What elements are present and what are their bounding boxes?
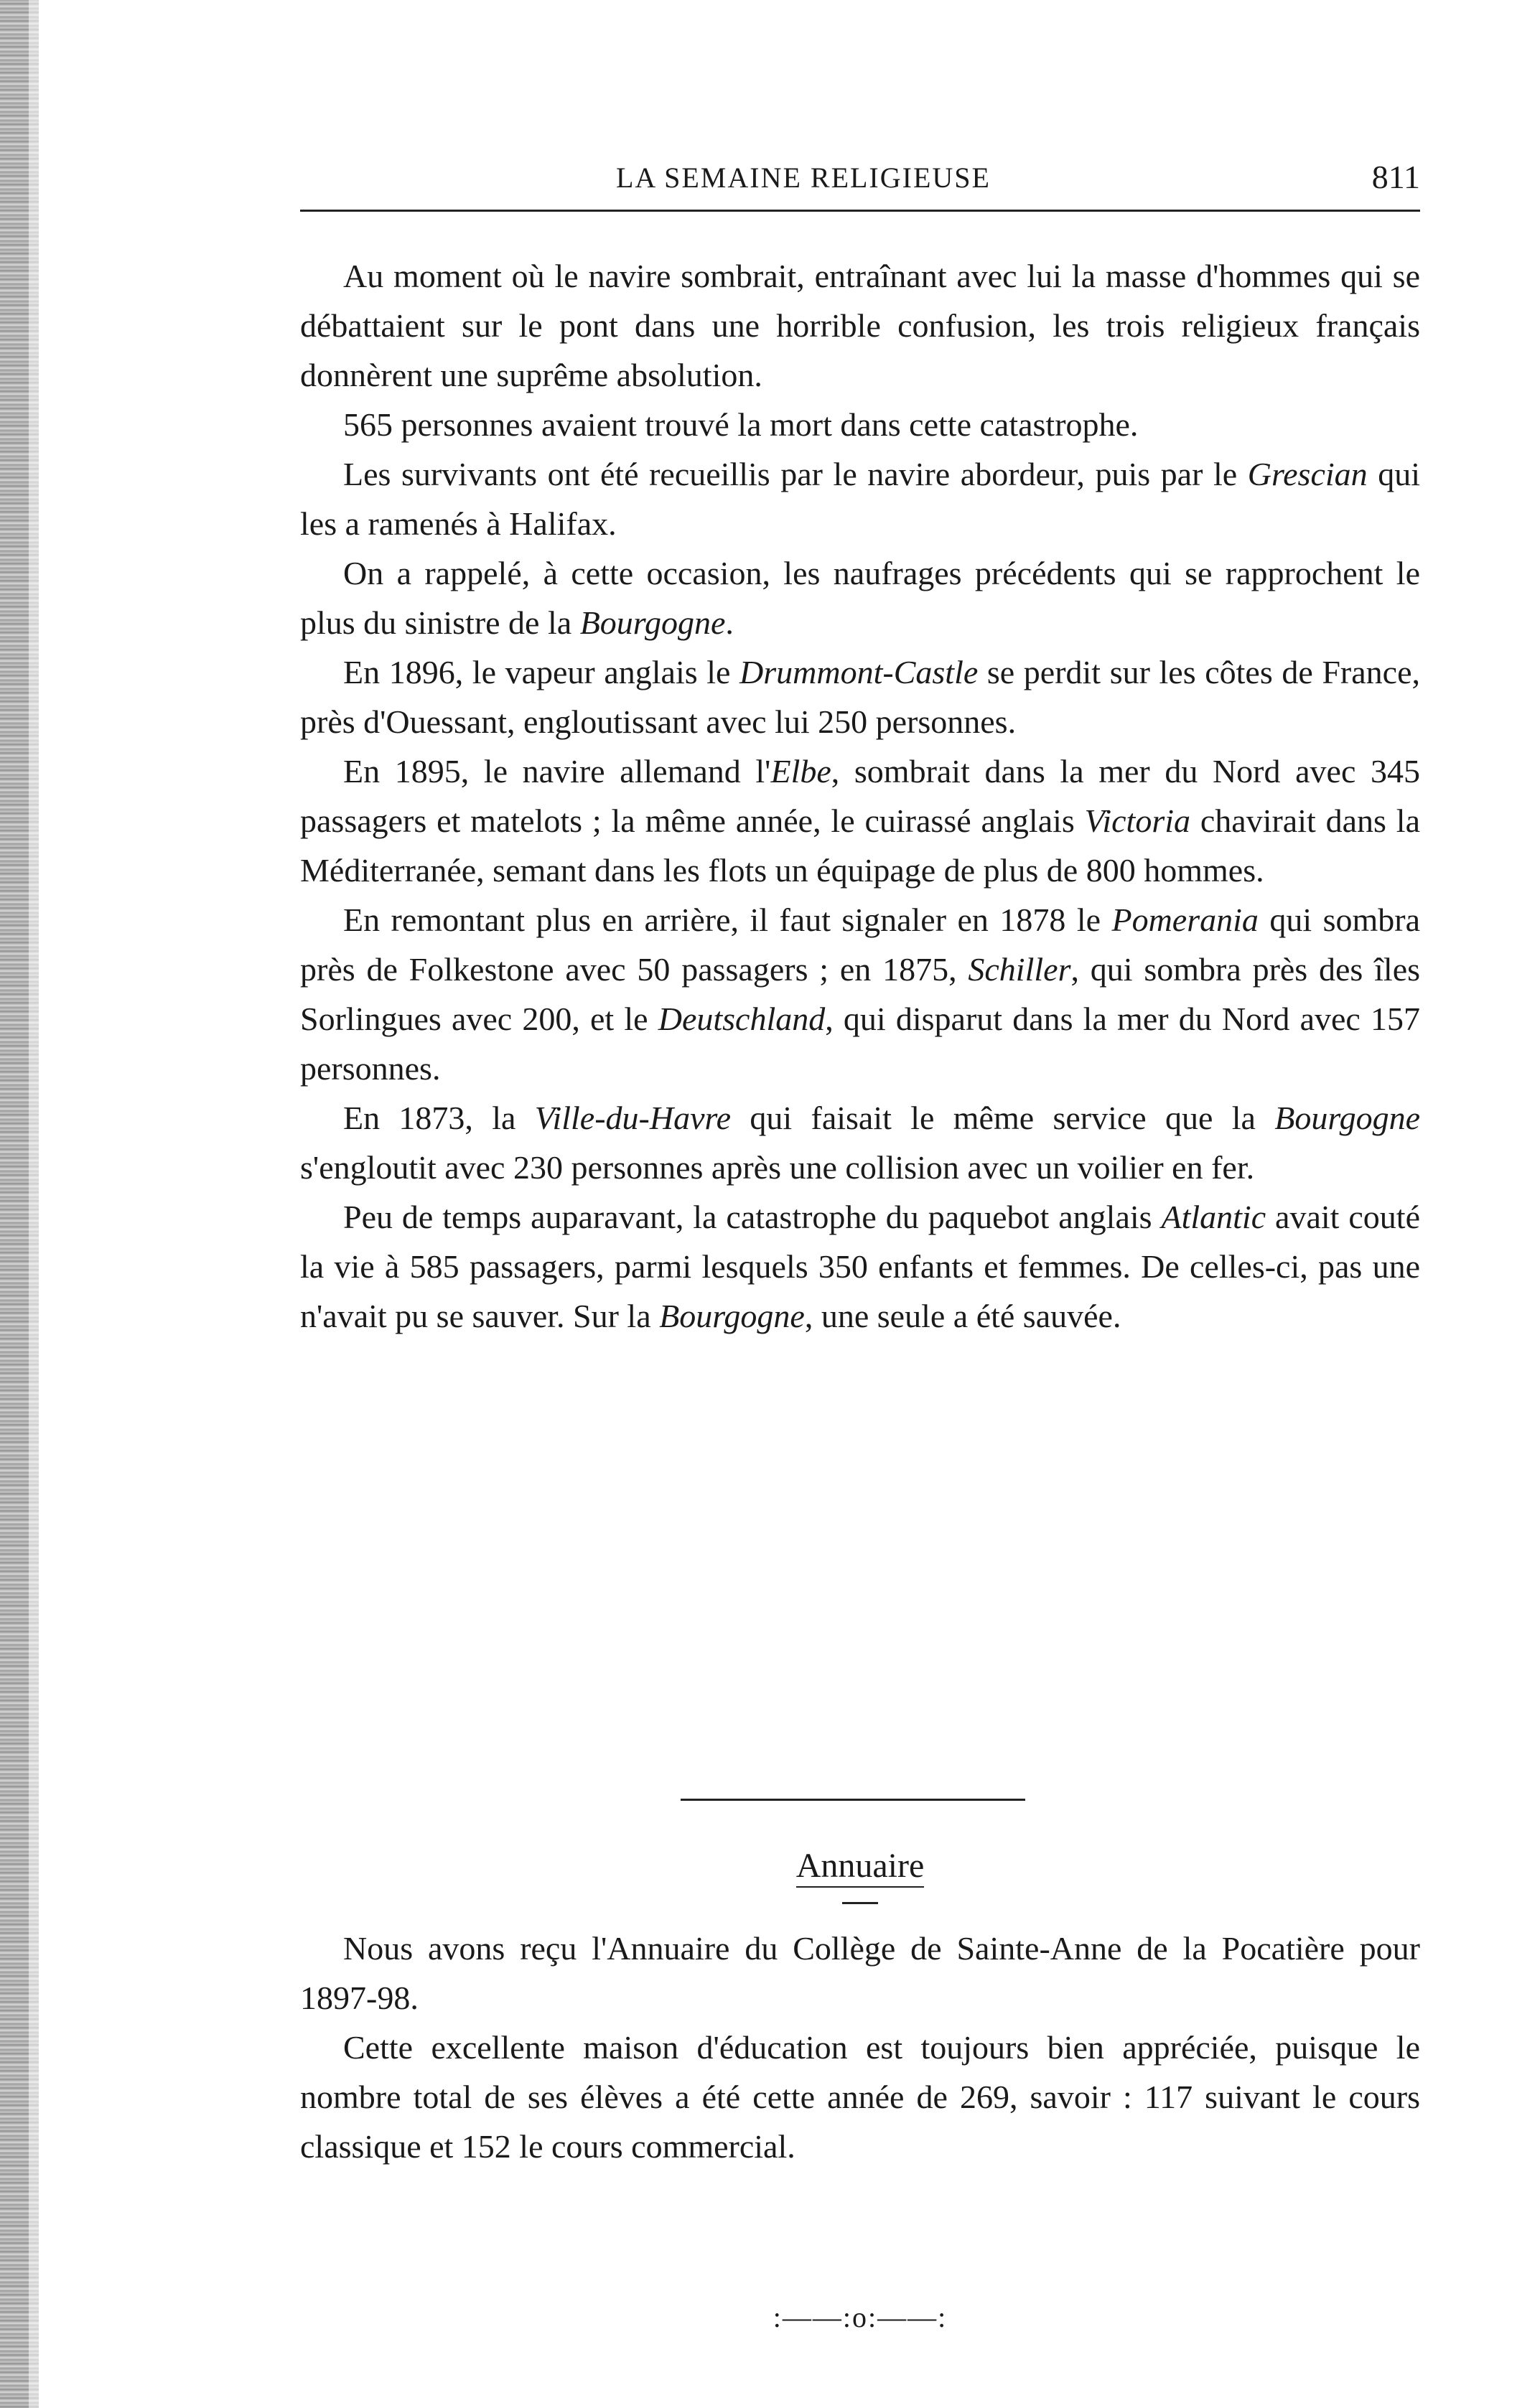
ship-name: Atlantic xyxy=(1161,1199,1266,1235)
running-head xyxy=(300,158,1420,204)
text-run: , qui sombra près des îles Sorlingues avec 200, et le xyxy=(300,951,1421,1037)
ship-name: Elbe xyxy=(770,753,831,790)
text-run: , une seule a été sauvée. xyxy=(804,1298,1121,1334)
paragraph: 565 personnes avaient trouvé la mort dans cette catastrophe. xyxy=(343,406,1139,443)
text-run: En 1896, le vapeur anglais le xyxy=(343,654,740,690)
ship-name: Deutschland xyxy=(658,1001,826,1037)
ship-name: Pomerania xyxy=(1111,901,1259,938)
running-title: LA SEMAINE RELIGIEUSE xyxy=(616,161,991,194)
ship-name: Grescian xyxy=(1247,456,1368,492)
ship-name: Bourgogne xyxy=(1274,1100,1421,1136)
paragraph xyxy=(300,548,1420,647)
ship-name: Bourgogne xyxy=(659,1298,805,1334)
text-run: se perdit sur les côtes de France, près d'Ouessant, engloutissant avec lui 250 personnes. xyxy=(300,654,1420,740)
paragraph xyxy=(300,895,1420,1093)
text-run: avait couté la vie à 585 passagers, parmi lesquels 350 enfants et femmes. De celles-ci, pas une n'avait pu se sauver. Sur la xyxy=(300,1199,1420,1334)
text-run: qui sombra près de Folkestone avec 50 passagers ; en 1875, xyxy=(300,901,1420,988)
paragraph xyxy=(300,746,1420,895)
page-number: 811 xyxy=(1371,159,1420,195)
text-run: Les survivants ont été recueillis par le navire abordeur, puis par le xyxy=(343,456,1248,492)
title-dash xyxy=(842,1902,878,1904)
section-title xyxy=(300,1846,1420,1885)
text-run: En remontant plus en arrière, il faut signaler en 1878 le xyxy=(343,901,1112,938)
ship-name: Victoria xyxy=(1084,802,1190,839)
paragraph xyxy=(300,1192,1420,1341)
text-run: s'engloutit avec 230 personnes après une collision avec un voilier en fer. xyxy=(300,1149,1255,1186)
text-run: qui les a ramenés à Halifax. xyxy=(300,456,1420,542)
paragraph: Au moment où le navire sombrait, entraînant avec lui la masse d'hommes qui se débattaient sur le pont dans une horrible confusion, les trois religieux français donnèrent une suprême absolution. xyxy=(300,258,1420,393)
ship-name: Drummont-Castle xyxy=(739,654,979,690)
text-run: , qui disparut dans la mer du Nord avec 157 personnes. xyxy=(300,1001,1420,1087)
ship-name: Ville-du-Havre xyxy=(534,1100,732,1136)
binding-shadow xyxy=(29,0,39,2408)
text-run: Peu de temps auparavant, la catastrophe du paquebot anglais xyxy=(343,1199,1162,1235)
text-run: . xyxy=(725,604,734,641)
binding-edge xyxy=(0,0,29,2408)
text-run: On a rappelé, à cette occasion, les naufrages précédents qui se rapprochent le plus du sinistre de la xyxy=(300,555,1420,641)
text-run: , sombrait dans la mer du Nord avec 345 passagers et matelots ; la même année, le cuirassé anglais xyxy=(300,753,1420,839)
header-rule xyxy=(300,210,1420,212)
paragraph: Nous avons reçu l'Annuaire du Collège de Sainte-Anne de la Pocatière pour 1897-98. xyxy=(300,1930,1420,2016)
ship-name: Bourgogne xyxy=(579,604,726,641)
paragraph xyxy=(300,1093,1420,1192)
book-page xyxy=(300,158,1421,2333)
text-run: En 1895, le navire allemand l' xyxy=(343,753,771,790)
ship-name: Schiller xyxy=(968,951,1071,988)
text-run: qui faisait le même service que la xyxy=(731,1100,1275,1136)
paragraph: Cette excellente maison d'éducation est toujours bien appréciée, puisque le nombre total de ses élèves a été cette année de 269, savoir : 117 suivant le cours classique et 152 le cours commercial. xyxy=(300,2029,1420,2165)
section-divider xyxy=(681,1799,1025,1801)
text-run: En 1873, la xyxy=(343,1100,535,1136)
annuaire-body xyxy=(300,1924,1420,2171)
end-ornament: :——:o:——: xyxy=(773,2301,948,2333)
text-run: chavirait dans la Méditerranée, semant dans les flots un équipage de plus de 800 hommes. xyxy=(300,802,1420,889)
section-heading: Annuaire xyxy=(796,1847,925,1888)
paragraph xyxy=(300,449,1420,548)
article-body xyxy=(300,251,1420,1341)
paragraph xyxy=(300,647,1420,746)
